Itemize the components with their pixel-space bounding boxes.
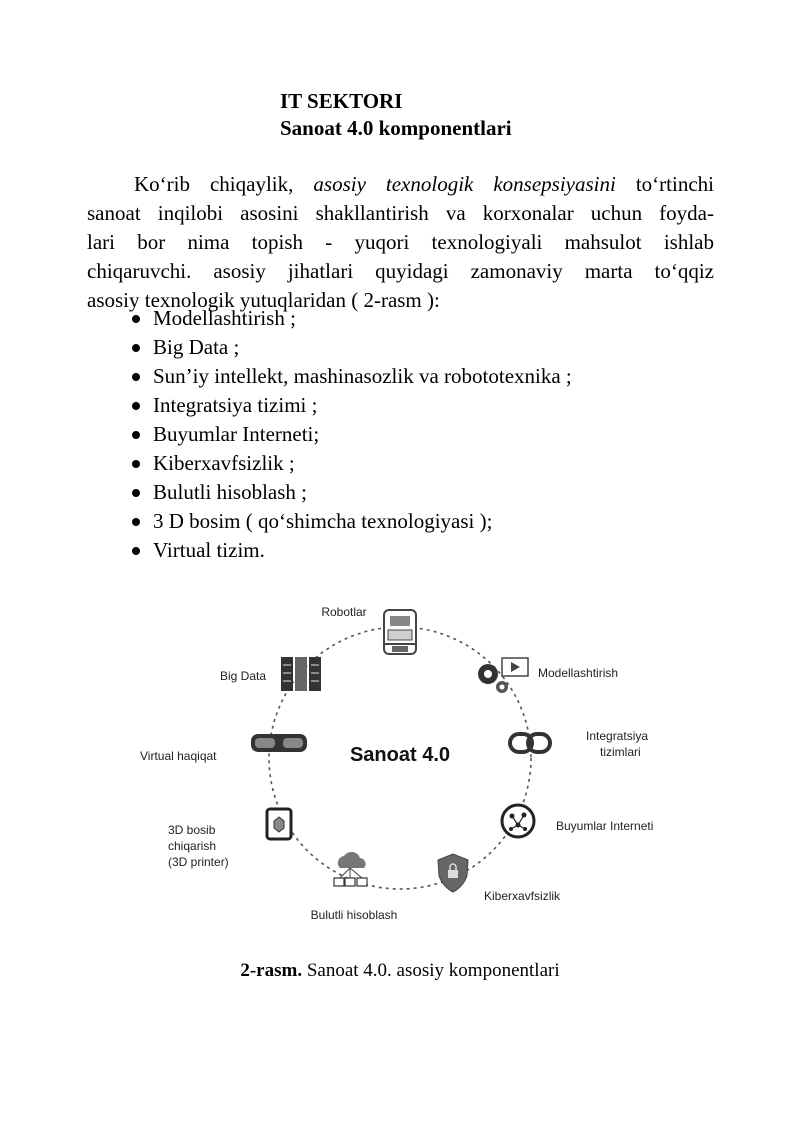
paragraph-line-4: chiqaruvchi. asosiy jihatlari quyidagi zamonaviy marta to‘qqiz (87, 259, 714, 283)
section-title: IT SEKTORI (280, 89, 403, 113)
shield-lock-icon (438, 854, 468, 892)
list-item-text: Bulutli hisoblash ; (153, 480, 308, 504)
paragraph-text: to‘rtinchi (615, 172, 714, 196)
diagram-svg (138, 598, 678, 928)
robot-icon (384, 610, 416, 654)
label-3d-bosib-line3: (3D printer) (168, 855, 229, 869)
list-item (130, 420, 572, 449)
list-item-text: Buyumlar Interneti; (153, 422, 320, 446)
paragraph-line-1 (87, 170, 714, 199)
list-item (130, 507, 572, 536)
list-item-text: Sun’iy intellekt, mashinasozlik va robototexnika ; (153, 364, 572, 388)
list-item-text: Big Data ; (153, 335, 240, 359)
label-modellashtirish: Modellashtirish (538, 666, 619, 680)
label-integratsiya-line2: tizimlari (600, 745, 641, 759)
paragraph-line-3: lari bor nima topish - yuqori texnologiyali mahsulot ishlab (87, 230, 714, 254)
gears-icon (478, 658, 528, 693)
label-kiberxavfsizlik: Kiberxavfsizlik (484, 889, 561, 903)
list-item-text: Integratsiya tizimi ; (153, 393, 318, 417)
list-item-text: Virtual tizim. (153, 538, 265, 562)
caption-label: 2-rasm. (240, 960, 303, 981)
label-bulutli-hisoblash: Bulutli hisoblash (310, 908, 398, 922)
paragraph-text: Ko‘rib chiqaylik, (134, 172, 314, 196)
list-item-text: 3 D bosim ( qo‘shimcha texnologiyasi ); (153, 509, 493, 533)
intro-paragraph (87, 170, 714, 315)
bullet-icon (132, 344, 140, 352)
list-item (130, 478, 572, 507)
section-heading (280, 88, 512, 142)
list-item-text: Kiberxavfsizlik ; (153, 451, 295, 475)
server-rack-icon (281, 657, 321, 691)
figure-caption (0, 958, 800, 984)
list-item (130, 449, 572, 478)
label-3d-bosib-line1: 3D bosib (168, 823, 216, 837)
paragraph-line-5: asosiy texnologik yutuqlaridan ( 2-rasm ): (87, 288, 440, 312)
bullet-icon (132, 489, 140, 497)
label-big-data: Big Data (220, 669, 267, 683)
bullet-icon (132, 373, 140, 381)
label-robotlar: Robotlar (321, 605, 367, 619)
bullet-icon (132, 460, 140, 468)
components-list (130, 304, 572, 565)
bullet-icon (132, 315, 140, 323)
section-subtitle: Sanoat 4.0 komponentlari (280, 116, 512, 140)
paragraph-italic-term: asosiy texnologik konsepsiyasini (313, 172, 616, 196)
label-integratsiya-line1: Integratsiya (586, 729, 649, 743)
chain-link-icon (510, 734, 550, 752)
paragraph-line-2: sanoat inqilobi asosini shakllantirish va korxonalar uchun foyda- (87, 201, 714, 225)
list-item (130, 333, 572, 362)
list-item (130, 304, 572, 333)
list-item (130, 391, 572, 420)
vr-headset-icon (251, 734, 307, 752)
network-globe-icon (502, 805, 534, 837)
label-3d-bosib-line2: chiqarish (168, 839, 217, 853)
3d-printer-icon (267, 809, 291, 839)
bullet-icon (132, 431, 140, 439)
diagram-center-title: Sanoat 4.0 (349, 744, 451, 766)
bullet-icon (132, 518, 140, 526)
list-item (130, 362, 572, 391)
label-buyumlar-interneti: Buyumlar Interneti (556, 819, 654, 833)
cloud-computing-icon (334, 852, 367, 886)
list-item (130, 536, 572, 565)
industry-4-diagram (138, 598, 678, 928)
list-item-text: Modellashtirish ; (153, 306, 296, 330)
bullet-icon (132, 402, 140, 410)
label-virtual-haqiqat: Virtual haqiqat (140, 749, 217, 763)
caption-text: Sanoat 4.0. asosiy komponentlari (302, 960, 560, 981)
bullet-icon (132, 547, 140, 555)
